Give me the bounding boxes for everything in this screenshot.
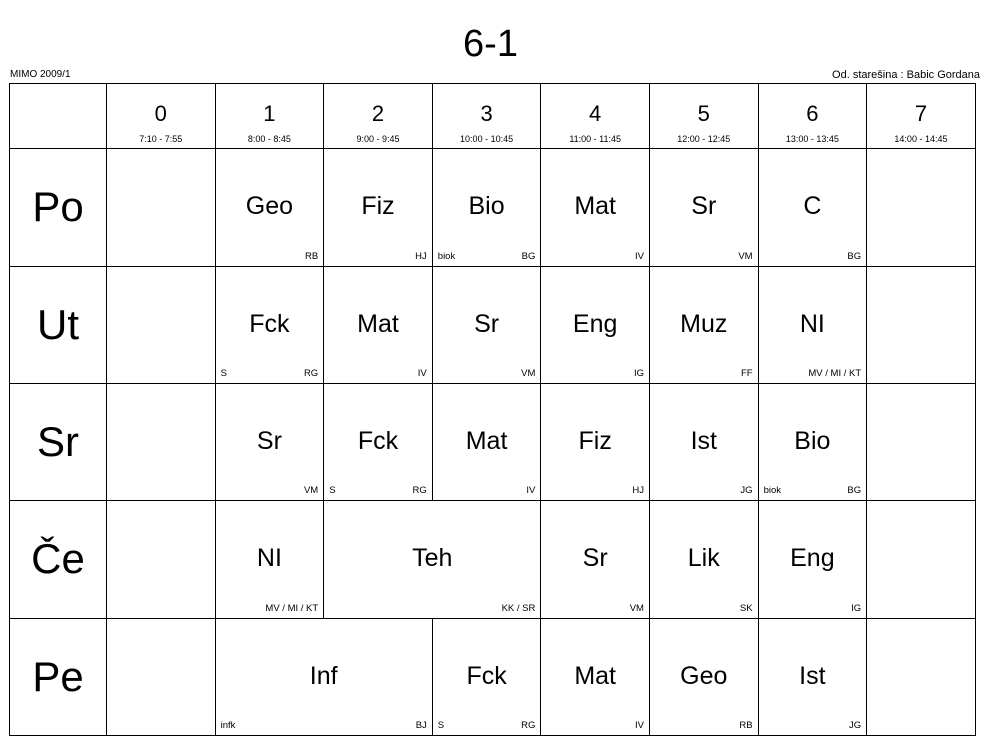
lesson-subject: Ist [690, 426, 717, 455]
lesson-subject: Ist [799, 661, 826, 690]
lesson-teacher: IV [417, 367, 427, 379]
period-header [432, 84, 541, 149]
lesson-cell [649, 618, 758, 735]
lesson-cell [758, 266, 867, 383]
lesson-cell [432, 149, 541, 266]
period-time: 14:00 - 14:45 [894, 134, 948, 144]
lesson-subject: Mat [574, 192, 617, 221]
lesson-cell [649, 266, 758, 383]
lesson-teacher: HJ [632, 485, 644, 497]
period-time: 7:10 - 7:55 [139, 134, 183, 144]
head-teacher: Od. starešina : Babic Gordana [832, 69, 980, 81]
day-row-ut [10, 266, 976, 383]
lesson-teacher: RG [521, 720, 536, 731]
lesson-subject: Fiz [578, 426, 612, 455]
period-number: 0 [154, 101, 167, 126]
lesson-teacher: BG [847, 250, 862, 262]
lesson-teacher: SK [739, 602, 753, 614]
lesson-subject: Fiz [361, 192, 395, 221]
period-number: 7 [914, 101, 928, 126]
period-header [107, 84, 216, 149]
day-row-sr [10, 383, 976, 500]
lesson-room: infk [220, 720, 236, 731]
lesson-subject: Teh [412, 544, 453, 573]
lesson-cell [758, 383, 867, 500]
period-header [541, 84, 650, 149]
day-row-po [10, 149, 976, 266]
period-header-row [10, 84, 976, 149]
corner-cell [10, 84, 107, 149]
lesson-subject: Bio [468, 192, 505, 221]
empty-cell [867, 618, 976, 735]
empty-cell [107, 383, 216, 500]
lesson-subject: Geo [680, 661, 728, 690]
lesson-cell [541, 266, 650, 383]
lesson-teacher: BJ [415, 720, 427, 731]
lesson-room: S [220, 367, 227, 379]
lesson-subject: Fck [249, 309, 290, 338]
lesson-subject: Mat [357, 309, 399, 338]
empty-cell [107, 149, 216, 266]
period-header [215, 84, 324, 149]
lesson-subject: Geo [245, 192, 294, 221]
lesson-cell [649, 383, 758, 500]
day-cell [10, 501, 107, 618]
day-row-ce [10, 501, 976, 618]
lesson-cell [649, 149, 758, 266]
empty-cell [107, 501, 216, 618]
lesson-cell [758, 501, 867, 618]
lesson-subject: Sr [691, 192, 717, 221]
lesson-teacher: JG [849, 720, 862, 731]
lesson-subject: Bio [794, 426, 831, 455]
lesson-room: S [437, 720, 445, 731]
lesson-room: biok [437, 250, 456, 262]
lesson-cell [432, 618, 541, 735]
lesson-teacher: IG [633, 367, 644, 379]
lesson-teacher: VM [738, 250, 753, 262]
empty-cell [867, 266, 976, 383]
day-label: Po [32, 183, 84, 231]
lesson-cell [541, 149, 650, 266]
lesson-room: biok [763, 485, 781, 497]
lesson-teacher: IV [634, 720, 644, 731]
day-label: Če [31, 535, 85, 583]
lesson-teacher: BG [847, 485, 862, 497]
lesson-subject: C [803, 192, 822, 221]
lesson-subject: Fck [466, 661, 507, 690]
lesson-teacher: JG [740, 485, 753, 497]
lesson-subject: Eng [790, 544, 835, 573]
period-header [758, 84, 867, 149]
lesson-subject: Inf [309, 661, 338, 690]
lesson-room: S [329, 485, 336, 497]
period-number: 4 [589, 101, 602, 126]
lesson-cell [758, 149, 867, 266]
period-number: 1 [263, 101, 276, 126]
period-number: 6 [806, 101, 819, 126]
period-time: 12:00 - 12:45 [677, 134, 731, 144]
day-cell [10, 266, 107, 383]
lesson-cell [432, 383, 541, 500]
empty-cell [107, 266, 216, 383]
lesson-cell [215, 383, 324, 500]
lesson-subject: Mat [574, 661, 617, 690]
empty-cell [867, 383, 976, 500]
lesson-subject: NI [256, 544, 282, 573]
empty-cell [867, 501, 976, 618]
day-row-pe [10, 618, 976, 735]
period-time: 13:00 - 13:45 [785, 134, 839, 144]
day-label: Sr [37, 417, 79, 465]
left-header-note: MIMO 2009/1 [10, 70, 71, 77]
lesson-subject: Sr [474, 309, 500, 338]
lesson-teacher: HJ [415, 250, 427, 262]
day-label: Pe [32, 652, 84, 700]
lesson-cell [324, 266, 433, 383]
period-time: 9:00 - 9:45 [356, 134, 400, 144]
lesson-subject: Eng [572, 309, 618, 338]
lesson-cell [541, 383, 650, 500]
period-number: 5 [697, 101, 710, 126]
lesson-cell [432, 266, 541, 383]
lesson-cell [324, 383, 433, 500]
lesson-teacher: IV [526, 485, 536, 497]
day-label: Ut [37, 300, 79, 348]
day-cell [10, 618, 107, 735]
lesson-cell [541, 618, 650, 735]
lesson-cell [541, 501, 650, 618]
lesson-teacher: MV / MI / KT [265, 602, 319, 614]
lesson-teacher: RG [412, 485, 427, 497]
lesson-cell [215, 266, 324, 383]
lesson-teacher: IV [634, 250, 644, 262]
period-number: 2 [371, 101, 385, 126]
empty-cell [867, 149, 976, 266]
lesson-subject: Muz [680, 309, 728, 338]
lesson-cell [215, 501, 324, 618]
lesson-teacher: BG [521, 250, 536, 262]
period-header [324, 84, 433, 149]
lesson-subject: Sr [582, 544, 608, 573]
empty-cell [107, 618, 216, 735]
lesson-subject: NI [799, 309, 825, 338]
lesson-subject: Lik [687, 544, 720, 573]
lesson-teacher: VM [303, 485, 319, 497]
period-header [649, 84, 758, 149]
lesson-subject: Fck [357, 426, 399, 455]
lesson-cell [758, 618, 867, 735]
lesson-cell [324, 149, 433, 266]
lesson-teacher: VM [629, 602, 644, 614]
lesson-teacher: RB [304, 250, 319, 262]
day-cell [10, 383, 107, 500]
timetable [9, 83, 976, 736]
lesson-teacher: RG [303, 367, 319, 379]
period-time: 11:00 - 11:45 [569, 134, 622, 144]
period-time: 8:00 - 8:45 [247, 134, 291, 144]
lesson-teacher: IG [851, 602, 862, 614]
lesson-cell-double [324, 501, 541, 618]
period-header [867, 84, 976, 149]
lesson-teacher: FF [740, 367, 753, 379]
lesson-teacher: MV / MI / KT [808, 367, 862, 379]
day-cell [10, 149, 107, 266]
lesson-cell [649, 501, 758, 618]
period-time: 10:00 - 10:45 [460, 134, 514, 144]
lesson-subject: Mat [465, 426, 508, 455]
lesson-teacher: VM [521, 367, 536, 379]
lesson-cell [215, 149, 324, 266]
page-title: 6-1 [463, 23, 518, 65]
period-number: 3 [480, 101, 493, 126]
lesson-teacher: KK / SR [501, 602, 536, 614]
lesson-teacher: RB [739, 720, 753, 731]
lesson-subject: Sr [256, 426, 282, 455]
lesson-cell-double [215, 618, 432, 735]
